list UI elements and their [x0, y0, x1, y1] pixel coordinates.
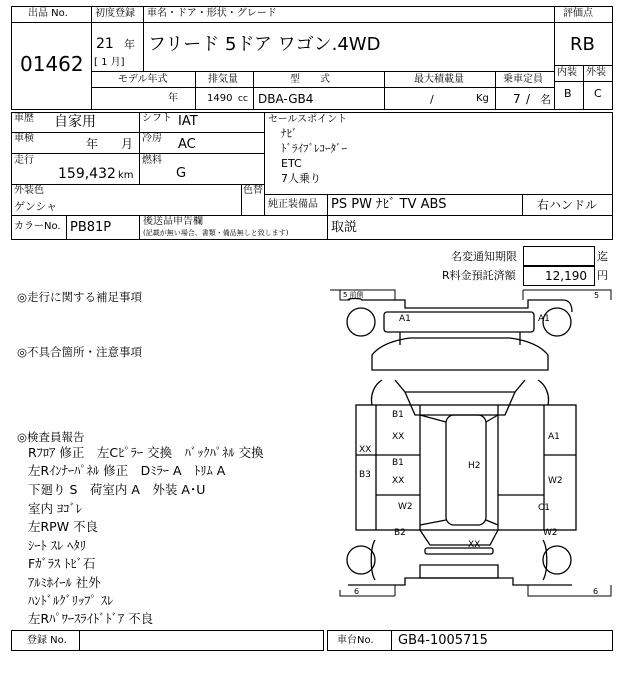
mark-left-pillar: XX — [359, 445, 372, 455]
mark-left-front-door-upper: B1 — [392, 410, 404, 420]
displacement-label: 排気量 — [208, 74, 238, 85]
supplement-heading: ◎走行に関する補足事項 — [17, 290, 143, 304]
manual-cell — [327, 215, 613, 240]
equipment-label: 純正装備品 — [268, 199, 318, 210]
displacement-value: 1490 — [207, 93, 233, 104]
first-reg-year-unit: 年 — [124, 38, 135, 51]
fuel-value: G — [176, 166, 187, 181]
color-no-label: カラーNo. — [14, 221, 61, 232]
first-reg-month: [ 1 月] — [94, 57, 125, 68]
report-line: 左RPW 不良 — [28, 519, 99, 534]
name-change-label: 名変通知期限 — [451, 250, 517, 263]
inspection-label: 車検 — [14, 133, 34, 144]
lot-number: 01462 — [20, 52, 84, 76]
mark-right-quarter: W2 — [543, 528, 558, 538]
recycle-value: 12,190 — [545, 269, 587, 283]
first-reg-year: 21 — [96, 36, 114, 52]
model-name-label: 車名・ドア・形状・グレード — [147, 8, 277, 19]
recycle-unit: 円 — [597, 269, 608, 282]
steering-value: 右ハンドル — [537, 198, 598, 212]
report-line: Fｶﾞﾗｽ ﾄﾋﾞ石 — [28, 556, 96, 571]
tag-rear-left: 6 — [354, 587, 360, 596]
docs-label: 後送品申告欄 — [143, 216, 203, 227]
mark-roof: H2 — [468, 461, 481, 471]
report-line: ﾊﾝﾄﾞﾙｸﾞﾘｯﾌﾟ ｽﾚ — [28, 593, 114, 608]
exterior-grade: C — [594, 87, 602, 100]
color-change-label: 色替 — [243, 185, 263, 196]
report-line: 左Rｲﾝﾅｰﾊﾟﾈﾙ 修正 Dﾐﾗｰ A ﾄﾘﾑ A — [28, 463, 226, 478]
lot-number-label: 出品 No. — [28, 8, 68, 19]
mark-left-front-door: XX — [392, 432, 405, 442]
report-line: 下廻り S 荷室内 A 外装 A･U — [28, 482, 206, 497]
type-label: 型 式 — [290, 74, 330, 85]
interior-grade-label: 内装 — [557, 67, 577, 78]
mark-right-pillar: C1 — [538, 503, 551, 513]
ext-color-value: ゲンシャ — [14, 200, 58, 213]
fuel-label: 燃料 — [142, 155, 162, 166]
mark-right-rear-door: W2 — [548, 476, 563, 486]
sales-point-3: ETC — [281, 157, 302, 170]
max-load-label: 最大積載量 — [414, 74, 464, 85]
sales-point-4: 7人乗り — [281, 172, 321, 185]
mileage-label: 走行 — [14, 155, 34, 166]
model-name: フリード 5ドア ワゴン.4WD — [148, 34, 381, 55]
sales-point-1: ﾅﾋﾞ — [281, 127, 298, 140]
color-no-value: PB81P — [70, 220, 112, 235]
mark-right-front-door: A1 — [548, 432, 560, 442]
name-change-value-cell — [523, 246, 595, 266]
model-year-unit: 年 — [168, 93, 178, 104]
capacity-suffix: 名 — [540, 93, 551, 106]
tag-rear-right: 6 — [593, 587, 599, 596]
equipment-value: PS PW ﾅﾋﾞ TV ABS — [331, 197, 447, 212]
mileage-unit: km — [118, 170, 134, 181]
shift-label: シフト — [142, 113, 172, 124]
exterior-grade-label: 外装 — [586, 67, 606, 78]
inspection-month: 月 — [121, 137, 134, 151]
sales-point-2: ﾄﾞﾗｲﾌﾞﾚｺｰﾀﾞｰ — [281, 142, 347, 155]
model-year-label: モデル年式 — [118, 74, 168, 85]
chassis-label: 車台No. — [337, 635, 374, 646]
report-line: ｼｰﾄ ｽﾚ ﾍﾀﾘ — [28, 538, 86, 553]
docs-note: (記載が無い場合、書類・備品無しと致します) — [143, 229, 289, 237]
ac-value: AC — [178, 137, 196, 152]
history-label: 車歴 — [14, 113, 34, 124]
manual-value: 取説 — [331, 220, 358, 235]
recycle-label: R料金預託済額 — [442, 269, 516, 282]
type-value: DBA-GB4 — [258, 92, 314, 106]
history-value: 自家用 — [54, 114, 96, 130]
mark-front-left-fender: A1 — [399, 314, 411, 324]
report-line: Rﾌﾛｱ 修正 左Cﾋﾟﾗｰ 交換 ﾊﾞｯｸﾊﾟﾈﾙ 交換 — [28, 445, 264, 460]
inspection-year: 年 — [86, 137, 99, 151]
capacity-value: 7 — [513, 92, 521, 106]
evaluation-label: 評価点 — [563, 8, 593, 19]
capacity-slash: / — [526, 92, 531, 106]
max-load-value: / — [430, 93, 434, 106]
mark-left-rear-door: XX — [392, 476, 405, 486]
report-line: ｱﾙﾐﾎｲｰﾙ 社外 — [28, 575, 101, 590]
ac-label: 冷房 — [142, 133, 162, 144]
name-change-unit: 迄 — [597, 250, 608, 263]
evaluation-score: RB — [570, 34, 595, 55]
sales-points-label: セールスポイント — [268, 114, 348, 125]
inspector-heading: ◎検査員報告 — [17, 430, 85, 444]
report-line: 室内 ﾖｺﾞﾚ — [28, 501, 82, 516]
mark-left-quarter: B2 — [394, 528, 406, 538]
reg-no-value-cell — [79, 630, 324, 651]
report-line: 左Rﾊﾟﾜｰｽﾗｲﾄﾞﾄﾞｱ 不良 — [28, 611, 154, 626]
shift-value: IAT — [178, 114, 198, 129]
defects-heading: ◎不具合箇所・注意事項 — [17, 345, 143, 359]
capacity-label: 乗車定員 — [503, 74, 543, 85]
mark-front-right-fender: A1 — [538, 314, 550, 324]
mileage-value: 159,432 — [58, 166, 116, 182]
reg-no-label: 登録 No. — [27, 635, 67, 646]
chassis-value: GB4-1005715 — [398, 633, 488, 648]
interior-grade: B — [564, 87, 572, 100]
mark-left-rear-door-upper: B1 — [392, 458, 404, 468]
mark-left-rear-panel: W2 — [398, 502, 413, 512]
first-reg-label: 初度登録 — [95, 8, 135, 19]
displacement-unit: cc — [238, 94, 248, 104]
mark-back-panel: XX — [468, 540, 481, 550]
mark-left-rocker: B3 — [359, 470, 371, 480]
tag-front-left: 5 前側 — [343, 291, 364, 299]
tag-front-right: 5 — [594, 291, 600, 300]
max-load-unit: Kg — [476, 93, 489, 104]
ext-color-label: 外装色 — [14, 185, 44, 196]
